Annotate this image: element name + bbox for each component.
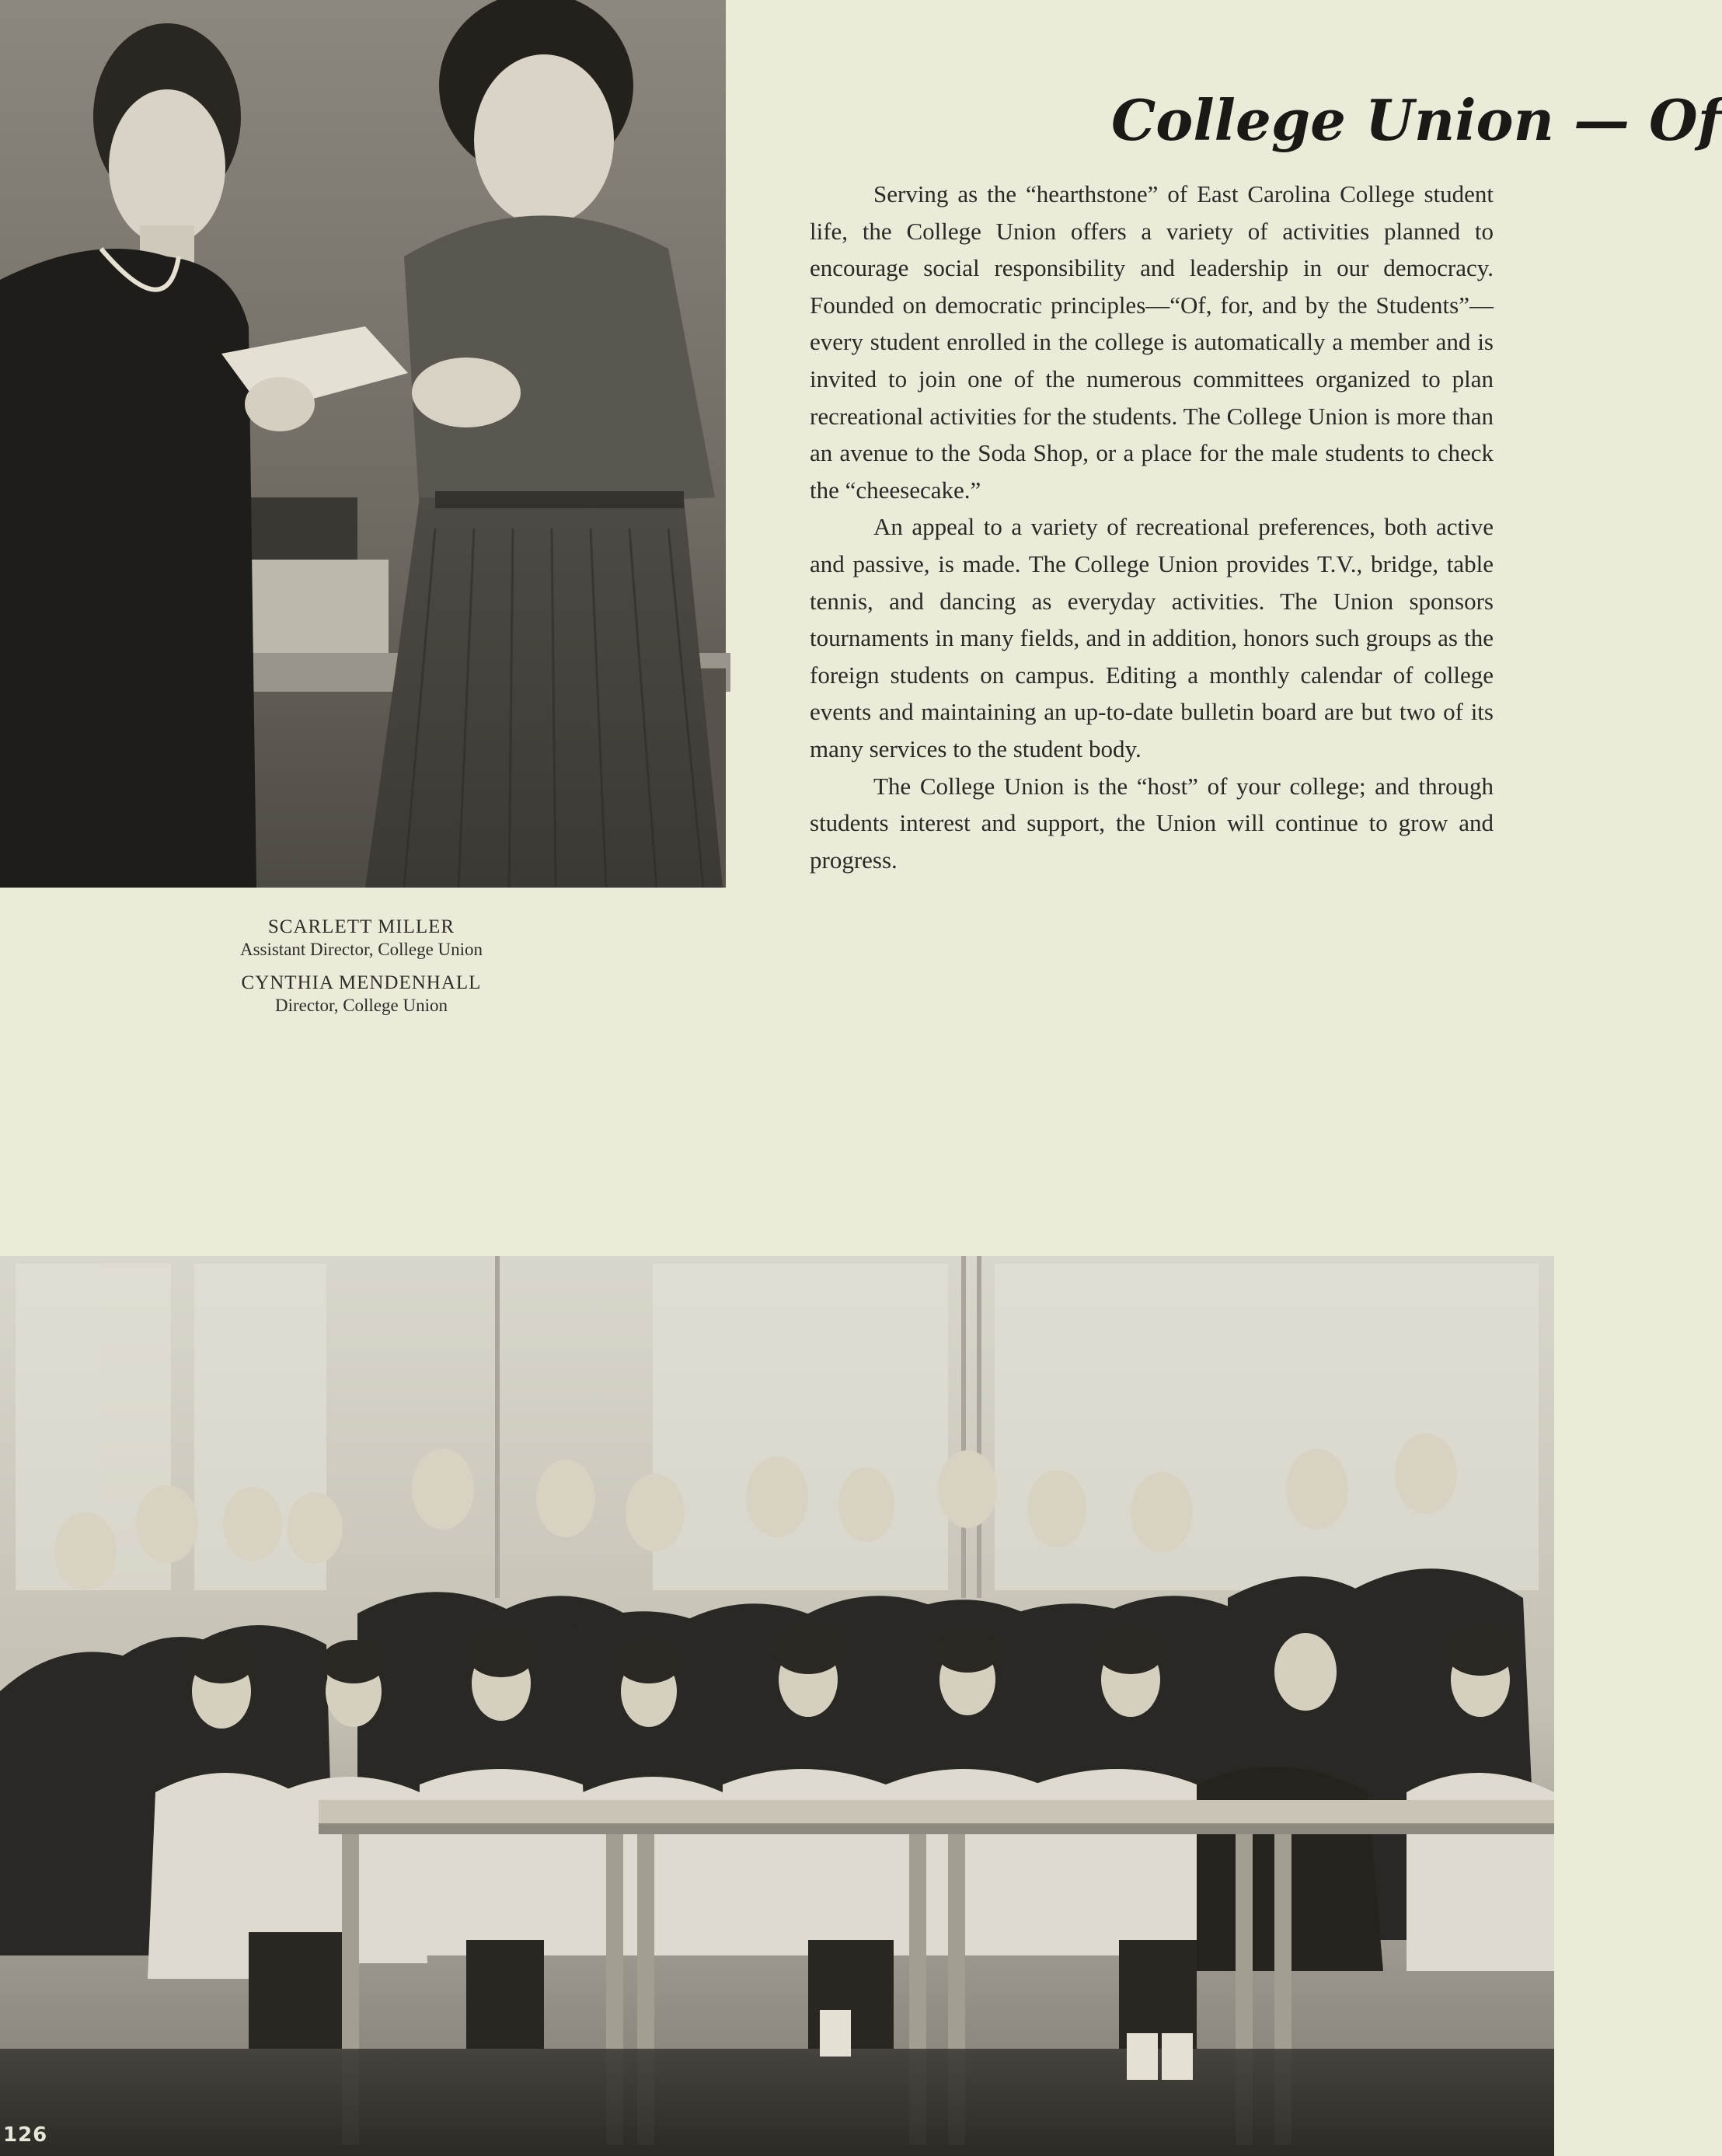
page-number: 126	[3, 2123, 48, 2147]
directors-photo-illustration	[0, 0, 726, 888]
caption-name: CYNTHIA MENDENHALL	[241, 972, 482, 993]
photo-captions	[148, 916, 575, 1027]
group-photo	[0, 1256, 1554, 2156]
caption-title: Assistant Director, College Union	[239, 940, 483, 959]
caption-cynthia-mendenhall	[148, 972, 575, 1017]
article-paragraph: Serving as the “hearthstone” of East Carolina College student life, the College Union offers a variety of activities planned to encourage social responsibility and leadership in our democracy. Founded on democratic principles—“Of, for, and by the Students”—every student enrolled in the college is automatically a member and is invited to join one of the numerous committees organized to plan recreational activities for the students. The College Union is more than an avenue to the Soda Shop, or a place for the male students to check the “cheesecake.”	[810, 180, 1494, 504]
article-paragraph: The College Union is the “host” of your college; and through students interest and support, the Union will continue to grow and progress.	[810, 772, 1494, 874]
caption-title: Director, College Union	[275, 996, 448, 1015]
group-photo-illustration	[0, 1256, 1554, 2156]
caption-scarlett-miller	[148, 916, 575, 961]
page-heading: College Union — Of	[1111, 87, 1722, 153]
caption-name: SCARLETT MILLER	[267, 916, 455, 937]
article-body	[810, 176, 1494, 878]
article-paragraph: An appeal to a variety of recreational preferences, both active and passive, is made. The College Union provides T.V., bridge, table tennis, and dancing as everyday activities. The Union sponsors tournaments in many fields, and in addition, honors such groups as the foreign students on campus. Editing a monthly calendar of college events and maintaining an up-to-date bulletin board are but two of its many services to the student body.	[810, 513, 1494, 762]
directors-photo	[0, 0, 726, 888]
